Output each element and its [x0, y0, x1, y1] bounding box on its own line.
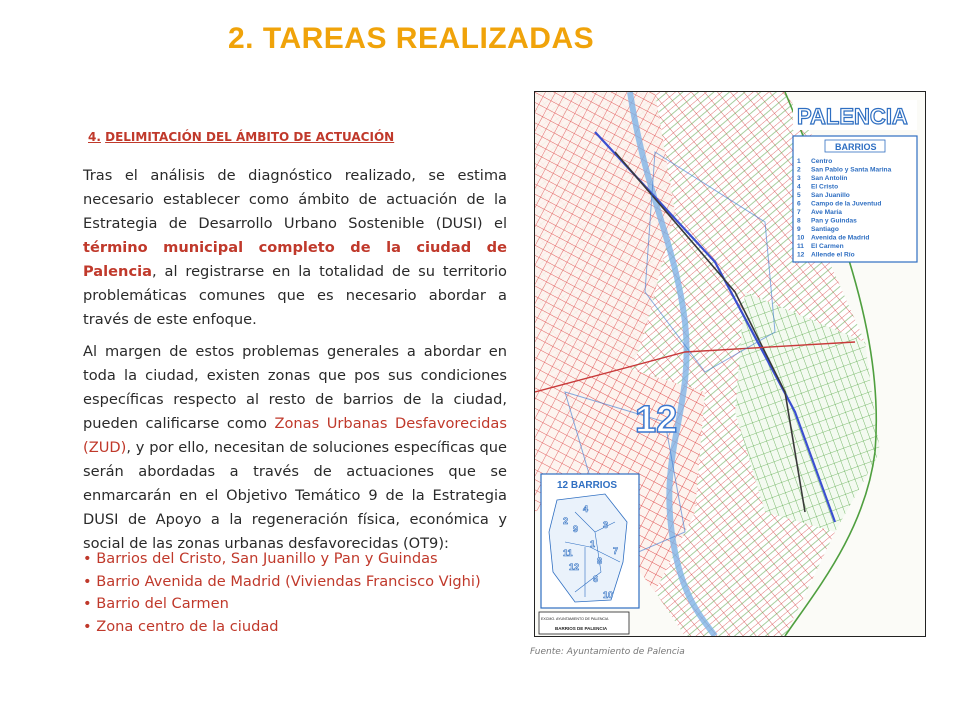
- inset-number: 1: [590, 539, 596, 549]
- legend-num: 12: [797, 251, 805, 259]
- legend-name: Ave María: [811, 209, 842, 216]
- paragraph-scope-part2: , al registrarse en la totalidad de su territorio problemáticas comunes que es necesario abordar a través de este enfoque.: [83, 263, 507, 328]
- legend-num: 9: [797, 226, 801, 233]
- legend-name: Santiago: [811, 226, 839, 233]
- paragraph-zud-part2: , y por ello, necesitan de soluciones específicas que serán abordadas a través de actuaciones que se enmarcarán en el Objetivo Temático 9 de la Estrategia DUSI de Apoyo a la regeneración física, económica y social de las zonas urbanas desfavorecidas (OT9):: [83, 439, 507, 552]
- district-number-12: 12: [635, 399, 678, 441]
- map-footer-org: EXCMO. AYUNTAMIENTO DE PALENCIA: [541, 617, 609, 621]
- inset-number: 9: [573, 524, 579, 534]
- bullet-item: • Barrios del Cristo, San Juanillo y Pan y Guindas: [83, 548, 481, 571]
- inset-title: 12 BARRIOS: [557, 480, 618, 491]
- slide-title: 2. TAREAS REALIZADAS: [228, 22, 595, 55]
- section-heading: [88, 130, 394, 144]
- legend-name: Centro: [811, 158, 833, 165]
- zud-bullet-list: [83, 548, 481, 638]
- paragraph-scope-part1: Tras el análisis de diagnóstico realizado, se estima necesario establecer como ámbito de actuación de la Estrategia de Desarrollo Urbano Sostenible (DUSI) el: [83, 167, 507, 232]
- paragraph-zud-highlight: Zonas Urbanas Desfavorecidas (ZUD): [83, 415, 507, 456]
- legend-title: BARRIOS: [835, 142, 877, 152]
- legend-num: 11: [797, 243, 804, 250]
- map-footer-title: BARRIOS DE PALENCIA: [555, 626, 608, 631]
- city-map-svg: [535, 92, 925, 636]
- paragraph-scope-highlight: término municipal completo de la ciudad de Palencia: [83, 239, 507, 280]
- inset-number: 10: [603, 590, 614, 600]
- bullet-item: • Barrio Avenida de Madrid (Viviendas Francisco Vighi): [83, 571, 481, 594]
- legend-name: Campo de la Juventud: [811, 200, 882, 208]
- legend-name: San Pablo y Santa Marina: [811, 166, 892, 174]
- paragraph-scope: [83, 164, 507, 332]
- legend-num: 5: [797, 192, 801, 199]
- inset-number: 8: [597, 556, 603, 566]
- inset-number: 7: [613, 546, 619, 556]
- city-map-image: [534, 91, 926, 637]
- map-source-caption: Fuente: Ayuntamiento de Palencia: [530, 647, 685, 657]
- legend-num: 6: [797, 200, 801, 208]
- section-number: 4.: [88, 130, 101, 144]
- paragraph-zud: [83, 340, 507, 556]
- legend-name: Allende el Río: [811, 251, 855, 259]
- paragraph-zud-part1: Al margen de estos problemas generales a abordar en toda la ciudad, existen zonas que pos sus condiciones específicas respecto al resto de barrios de la ciudad, pueden calificarse como: [83, 343, 507, 432]
- legend-name: El Cristo: [811, 183, 839, 191]
- inset-number: 12: [569, 562, 580, 572]
- inset-number: 4: [583, 504, 589, 514]
- bullet-item: • Barrio del Carmen: [83, 593, 481, 616]
- inset-number: 6: [593, 574, 599, 584]
- legend-num: 10: [797, 234, 805, 242]
- inset-number: 2: [563, 516, 569, 526]
- legend-name: Avenida de Madrid: [811, 234, 870, 242]
- section-label: DELIMITACIÓN DEL ÁMBITO DE ACTUACIÓN: [105, 130, 395, 144]
- legend-name: San Juanillo: [811, 192, 850, 199]
- inset-number: 3: [603, 520, 609, 530]
- legend-num: 2: [797, 166, 801, 174]
- legend-num: 8: [797, 217, 801, 225]
- legend-num: 4: [797, 183, 801, 191]
- bullet-item: • Zona centro de la ciudad: [83, 616, 481, 639]
- legend-name: El Carmen: [811, 243, 844, 250]
- legend-name: San Antolín: [811, 175, 848, 182]
- map-logo: PALENCIA: [797, 104, 908, 129]
- inset-number: 11: [563, 548, 573, 558]
- legend-num: 1: [797, 158, 801, 165]
- legend-num: 3: [797, 175, 801, 182]
- legend-num: 7: [797, 209, 801, 216]
- legend-name: Pan y Guindas: [811, 217, 857, 225]
